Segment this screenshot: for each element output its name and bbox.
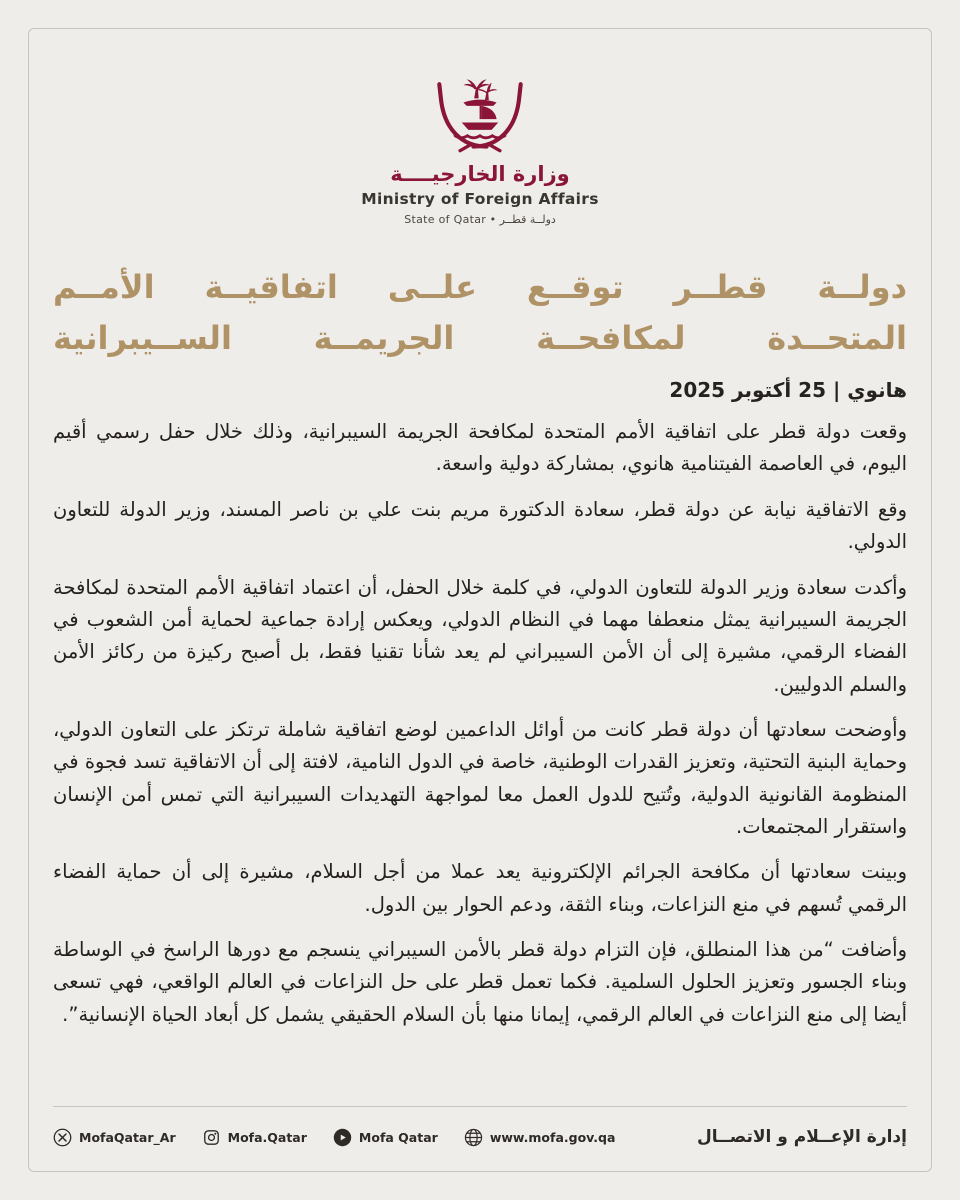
instagram-handle: Mofa.Qatar [227,1129,307,1145]
youtube-handle: Mofa Qatar [358,1129,438,1145]
website-url: www.mofa.gov.qa [489,1129,616,1145]
social-links [53,1128,615,1147]
paragraph-2: وقع الاتفاقية نيابة عن دولة قطر، سعادة الدكتورة مريم بنت علي بن ناصر المسند، وزير الدولة للتعاون الدولي. [53,497,907,554]
qatar-mofa-emblem-icon [430,61,530,154]
mofa-logo-block [53,29,907,226]
x-handle: MofaQatar_Ar [79,1129,176,1145]
globe-icon [464,1128,483,1147]
press-release-content [53,226,907,1044]
footer [53,1106,907,1171]
instagram-icon [202,1128,221,1147]
paragraph-4: وأوضحت سعادتها أن دولة قطر كانت من أوائل الداعمين لوضع اتفاقية شاملة ترتكز على التعاون الدولي، وحماية البنية التحتية، وتعزيز القدرات الوطنية، خاصة في الدول النامية، لافتة إلى أن الاتفاقية تسد فجوة في المنظومة القانونية الدولية، وتُتيح للدول العمل معا لمواجهة التهديدات السيبرانية التي تمس أمن الإنسان واستقرار المجتمعات. [53,717,907,839]
title-line-1: دولــة قطــر توقــع علــى اتفاقيــة الأمــم [53,268,907,306]
title-line-2: المتحــدة لمكافحــة الجريمــة الســيبرانية [53,318,907,357]
footer-divider [53,1106,907,1107]
dateline: هانوي | 25 أكتوبر 2025 [669,378,907,403]
department-name: إدارة الإعــلام و الاتصــال [697,1127,907,1147]
paragraph-3: وأكدت سعادة وزير الدولة للتعاون الدولي، في كلمة خلال الحفل، أن اعتماد اتفاقية الأمم المتحدة لمكافحة الجريمة السيبرانية يمثل منعطفا مهما في النظام الدولي، ويعكس إرادة جماعية لحماية أمن الشعوب في الفضاء الرقمي، مشيرة إلى أن الأمن السيبراني لم يعد شأنا تقنيا فقط، بل أصبح ركيزة من ركائز الأمن والسلم الدوليين. [53,575,907,696]
website-link[interactable] [464,1128,616,1147]
youtube-social-link[interactable] [333,1128,438,1147]
x-icon [53,1128,72,1147]
paragraph-5: وبينت سعادتها أن مكافحة الجرائم الإلكترونية يعد عملا من أجل السلام، مشيرة إلى أن حماية الفضاء الرقمي تُسهم في منع النزاعات، وبناء الثقة، ودعم الحوار بين الدول. [53,860,907,916]
release-body [53,416,907,1031]
ministry-name-arabic: وزارة الخارجيــــة [390,162,570,186]
ministry-name-english: Ministry of Foreign Affairs [361,190,599,208]
paragraph-6: وأضافت “من هذا المنطلق، فإن التزام دولة قطر بالأمن السيبراني ينسجم مع دورها الراسخ في الوساطة وبناء الجسور وتعزيز الحلول السلمية. فكما تعمل قطر على حل النزاعات في العالم الواقعي، فهي تسعى أيضا إلى منع النزاعات في العالم الرقمي، إيمانا منها بأن السلام الحقيقي يشمل كل أبعاد الحياة الإنسانية”. [53,938,907,1026]
paragraph-1: وقعت دولة قطر على اتفاقية الأمم المتحدة لمكافحة الجريمة السيبرانية، وذلك خلال حفل رسمي أقيم اليوم، في العاصمة الفيتنامية هانوي، بمشاركة دولية واسعة. [53,420,907,476]
x-social-link[interactable] [53,1128,176,1147]
youtube-icon [333,1128,352,1147]
state-of-qatar-label: دولــة قطــر • State of Qatar [404,213,556,226]
press-release-title [53,262,907,363]
border-frame [28,28,932,1172]
instagram-social-link[interactable] [202,1128,307,1147]
